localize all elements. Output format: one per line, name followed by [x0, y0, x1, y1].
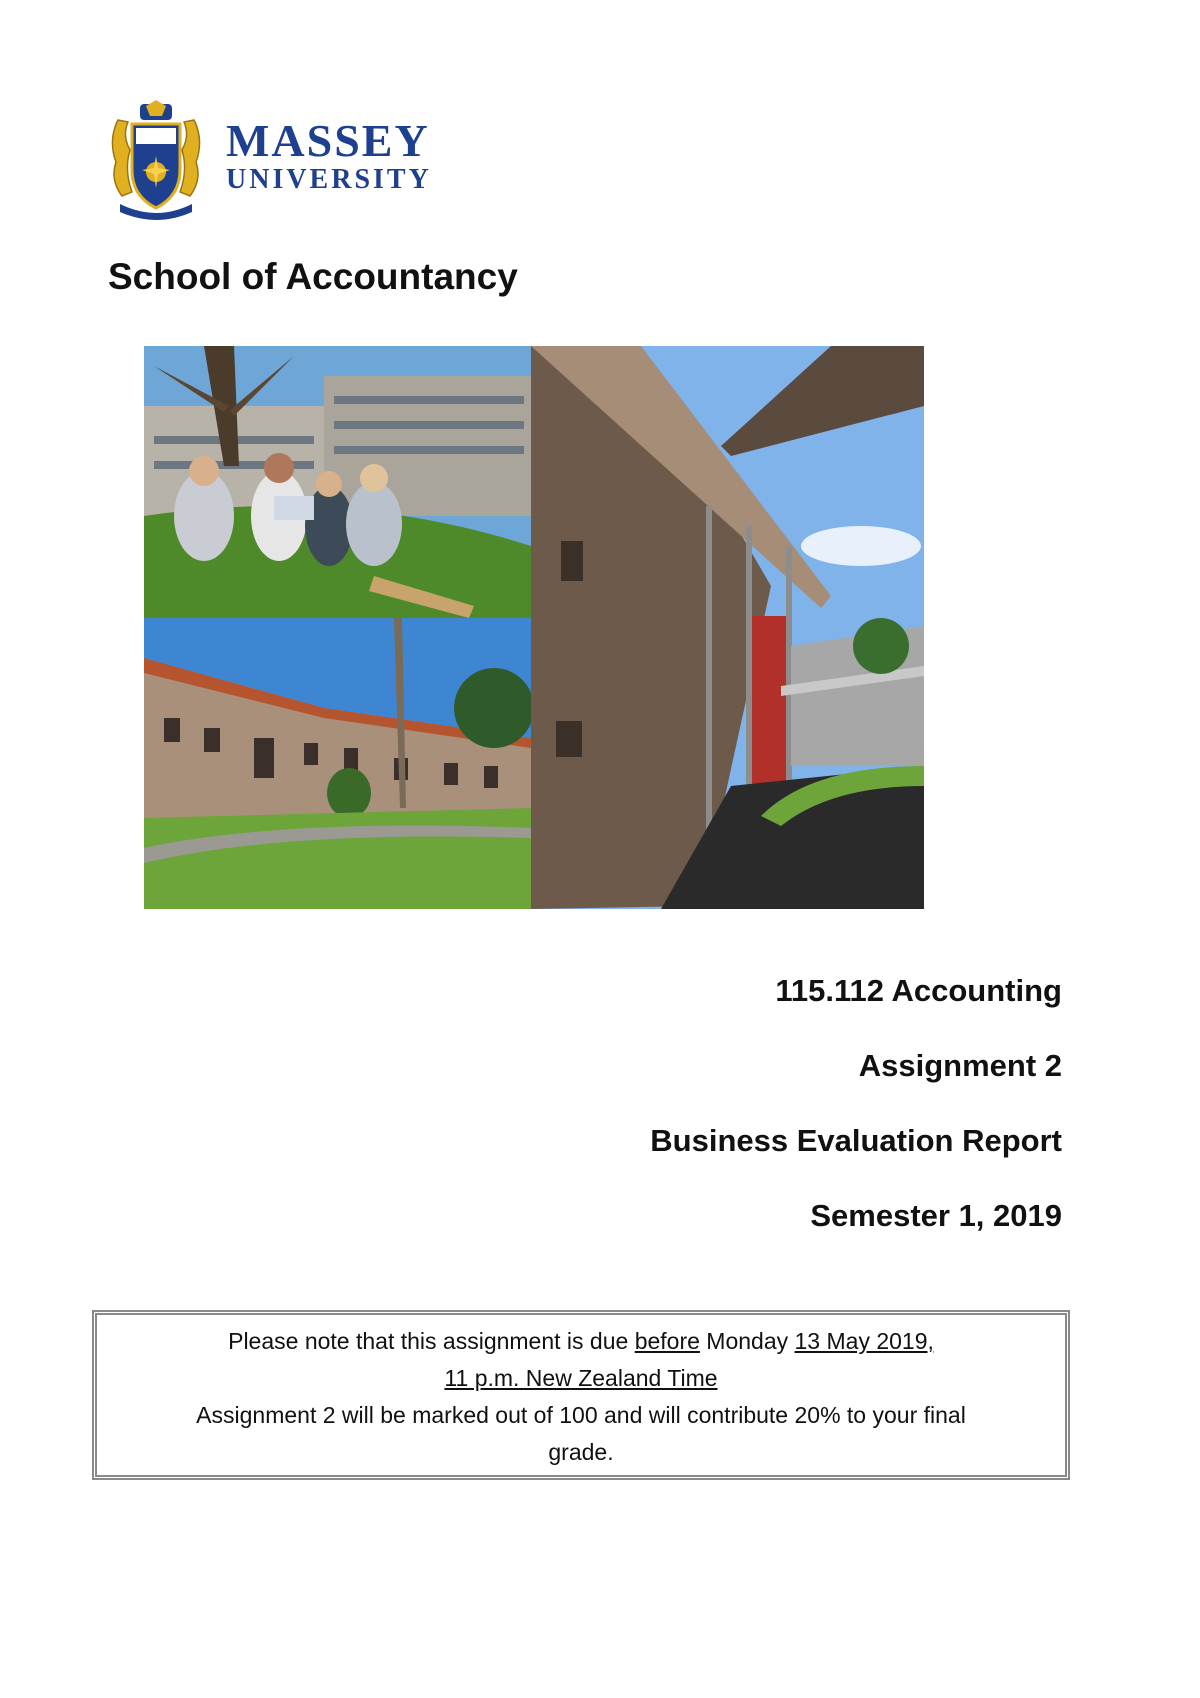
- notice-due-date: 13 May 2019,: [794, 1328, 934, 1354]
- assignment-number: Assignment 2: [858, 1048, 1062, 1083]
- students-on-lawn-photo: [144, 346, 531, 618]
- notice-due-text: Please note that this assignment is due: [228, 1328, 635, 1354]
- notice-before: before: [634, 1328, 700, 1354]
- logo-word-university: UNIVERSITY: [226, 164, 432, 195]
- logo-word-massey: MASSEY: [226, 115, 430, 166]
- notice-line-3: Assignment 2 will be marked out of 100 and will contribute 20% to your final: [196, 1402, 966, 1428]
- massey-logo: [106, 100, 486, 222]
- campus-photo-collage: [144, 346, 924, 909]
- semester-label: Semester 1, 2019: [810, 1198, 1062, 1233]
- school-title: School of Accountancy: [108, 256, 518, 297]
- due-date-notice: [92, 1310, 1070, 1480]
- course-title: 115.112 Accounting: [775, 973, 1062, 1008]
- notice-weekday: Monday: [699, 1328, 795, 1354]
- assignment-title-block: [650, 975, 1062, 1275]
- notice-line-4: grade.: [548, 1439, 614, 1465]
- notice-line-2: [97, 1360, 1065, 1397]
- modern-building-photo: [531, 346, 924, 909]
- notice-due-time: 11 p.m. New Zealand Time: [444, 1365, 718, 1391]
- report-title: Business Evaluation Report: [650, 1123, 1062, 1158]
- historic-building-photo: [144, 618, 531, 909]
- crest-icon: [106, 100, 206, 222]
- logo-wordmark: [226, 115, 432, 195]
- notice-line-1: [97, 1323, 1065, 1360]
